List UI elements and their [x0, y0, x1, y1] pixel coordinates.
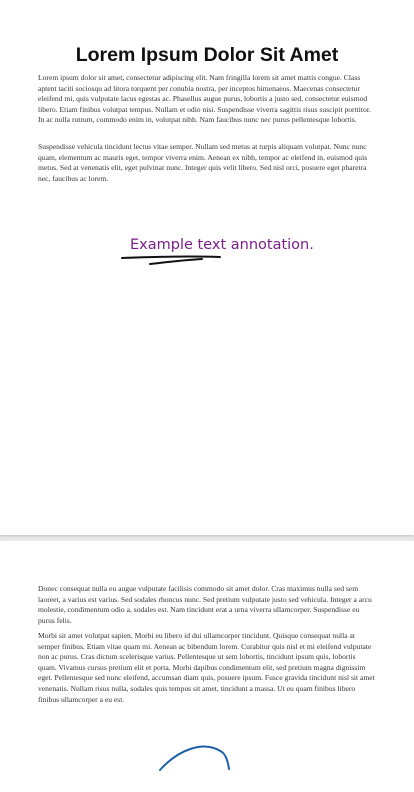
- body-paragraph: Morbi sit amet volutpat sapien. Morbi eu libero id dui ullamcorper tincidunt. Quisque consequat nulla at semper finibus. Etiam vitae quam mi. Aenean ac bibendum lorem. Curabitur quis nisl et mi eleifend vulputate non ac purus. Cras dictum scelerisque varius. Pellentesque ut sem lobortis, tincidunt ipsum quis, lobortis quam. Vivamus cursus pretium elit et porta. Morbi dapibus condimentum elit, sed pretium magna dignissim eget. Pellentesque sed nunc eleifend, accumsan diam quis, posuere ipsum. Fusce gravida tincidunt nisl sit amet venenatis. Nullam risus nulla, sodales quis tempus sit amet, tincidunt a massa. Ut eu quam finibus libero finibus ullamcorper a eu est.: [38, 631, 375, 704]
- document-title: Lorem Ipsum Dolor Sit Amet: [75, 44, 339, 66]
- text-annotation[interactable]: Example text annotation.: [130, 237, 314, 253]
- ink-arc-annotation[interactable]: [155, 741, 235, 777]
- document-page-2: [0, 541, 414, 792]
- body-paragraph: Donec consequat nulla eu augue vulputate facilisis commodo sit amet dolor. Cras maximus nulla sed sem laoreet, a varius est varius. Sed sodales rhoncus nunc. Sed pretium vulputate justo sed vehicula. Integer a arcu molestie, condimentum odio a, sodales est. Nam tincidunt erat a urna viverra ullamcorper. Suspendisse eu purus felis.: [38, 584, 372, 625]
- body-paragraph: Lorem ipsum dolor sit amet, consectetur adipiscing elit. Nam fringilla lorem sit amet mattis congue. Class aptent taciti sociosqu ad litora torquent per conubia nostra, per inceptos himenaeos. Maecenas consectetur eleifend mi, quis vulputate lacus egestas ac. Phasellus augue purus, lobortis a justo sed, consectetur euismod libero. Etiam finibus volutpat tempus. Nullam et odio nisi. Suspendisse viverra sagittis risus suscipit porttitor. In ac nulla rutrum, commodo enim in, volutpat nibh. Nam faucibus nunc nec purus pellentesque lobortis.: [38, 73, 371, 125]
- body-paragraph: Suspendisse vehicula tincidunt lectus vitae semper. Nullam sed metus at turpis aliquam volutpat. Nunc nunc quam, elementum ac mauris eget, tempor viverra enim. Aenean ex nibh, tempor ac eleifend in, euismod quis metus. Sed at venenatis elit, eget pulvinar nunc. Integer quis velit libero. Sed nisl orci, posuere eget pharetra nec, faucibus ac lorem.: [38, 142, 368, 183]
- ink-underline-annotation[interactable]: [118, 252, 228, 268]
